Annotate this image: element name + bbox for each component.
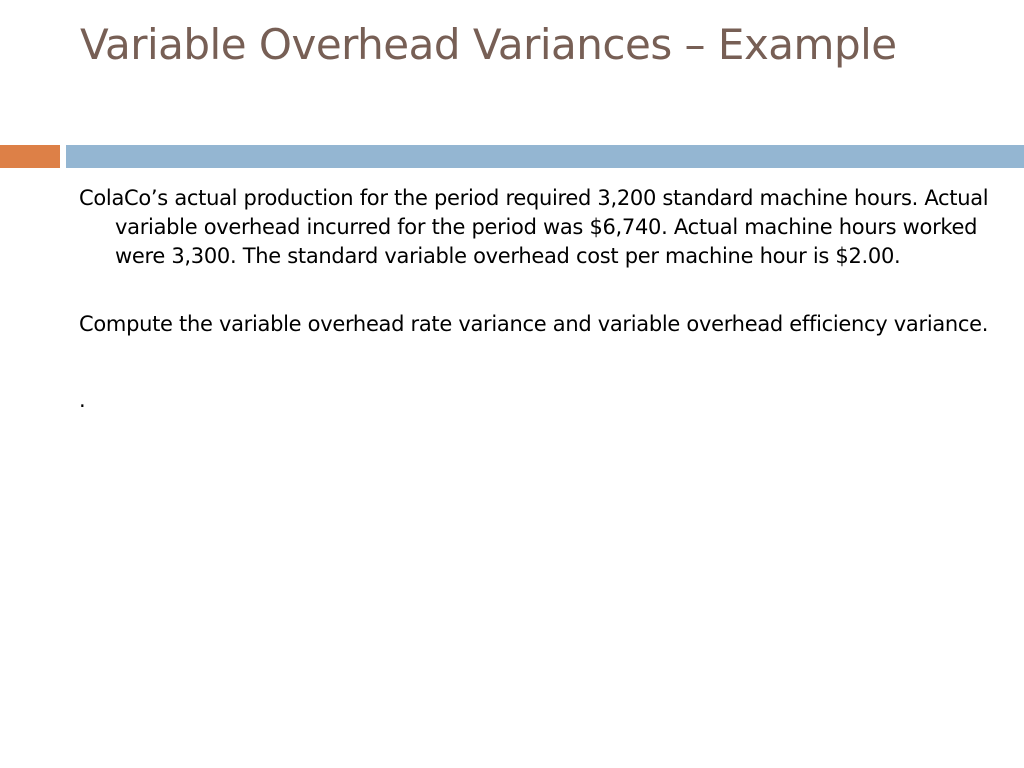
slide-body: [79, 184, 1004, 415]
problem-statement: ColaCo’s actual production for the period required 3,200 standard machine hours. Actual variable overhead incurred for the period was $6,740. Actual machine hours worked were 3,300. The standard variable overhead cost per machine hour is $2.00.: [79, 186, 989, 268]
task-statement: Compute the variable overhead rate variance and variable overhead efficiency variance.: [79, 312, 989, 336]
slide-title: Variable Overhead Variances – Example: [80, 20, 897, 69]
accent-bar-orange: [0, 145, 60, 168]
accent-bar-blue: [66, 145, 1024, 168]
trailing-period: .: [79, 388, 86, 412]
